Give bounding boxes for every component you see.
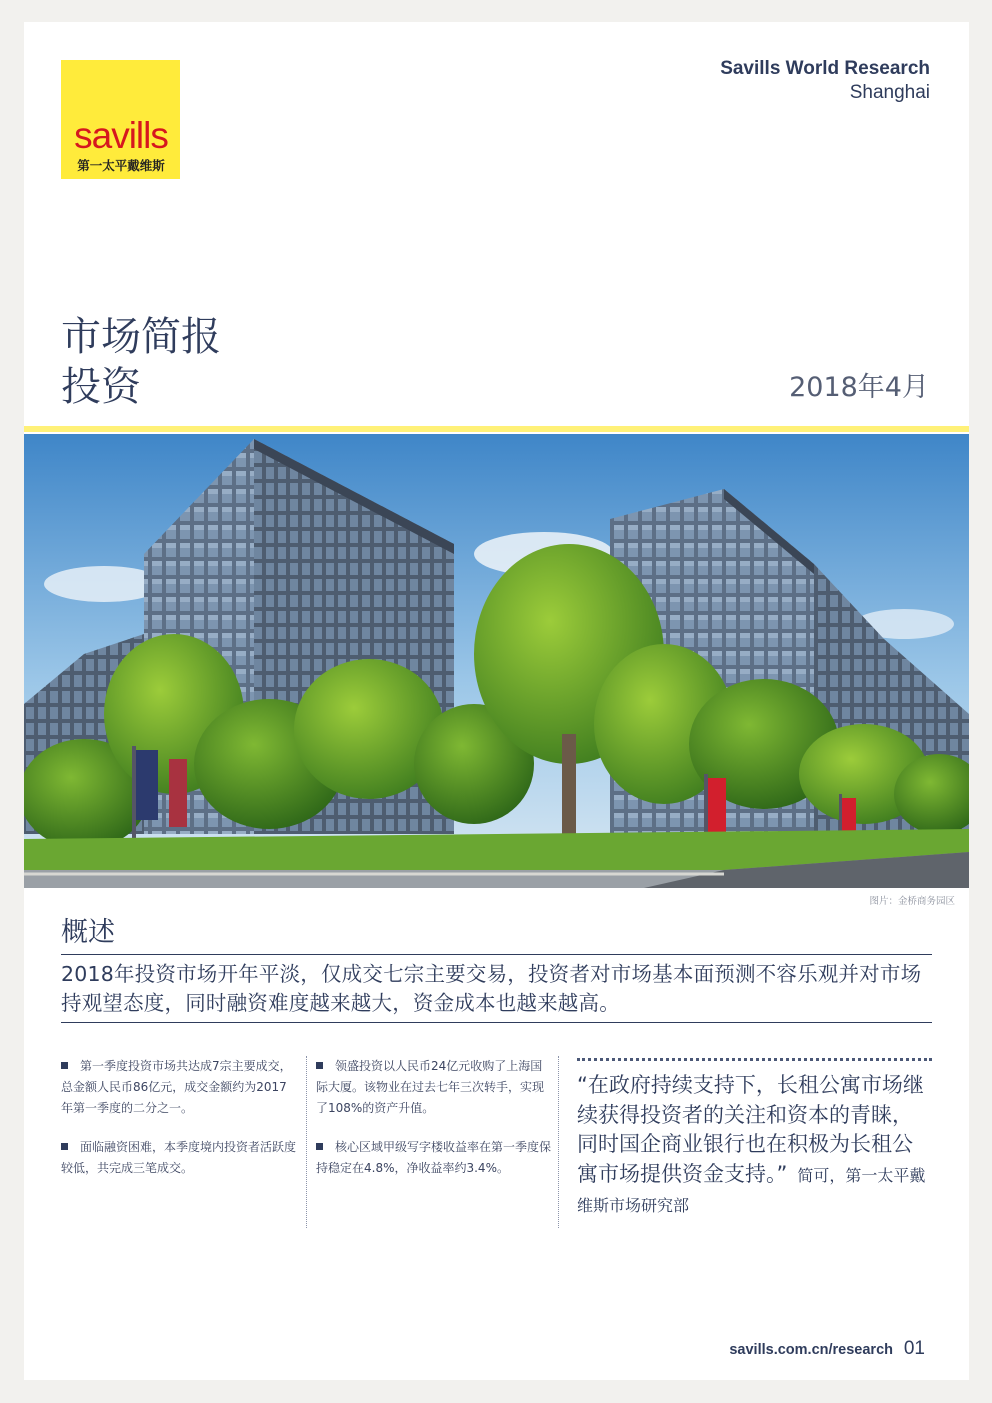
list-item: 面临融资困难，本季度境内投资者活跃度较低，共完成三笔成交。 [61, 1140, 297, 1175]
research-title: Savills World Research [720, 58, 930, 79]
logo-wordmark: savills [74, 115, 168, 156]
square-bullet-icon [316, 1143, 323, 1150]
list-item: 核心区域甲级写字楼收益率在第一季度保持稳定在4.8%，净收益率约3.4%。 [316, 1140, 552, 1175]
list-item: 第一季度投资市场共达成7宗主要成交，总金额人民币86亿元，成交金额约为2017年第一季度的二分之一。 [61, 1059, 292, 1115]
report-subtitle: 投资 [61, 364, 141, 410]
column-divider [558, 1056, 559, 1228]
pull-quote-body [577, 1071, 932, 1221]
report-page [24, 22, 969, 1380]
pull-quote-text: “在政府持续支持下，长租公寓市场继续获得投资者的关注和资本的青睐，同时国企商业银行也在积极为长租公寓市场提供资金支持。” [577, 1073, 924, 1186]
overview-top-rule [61, 954, 932, 955]
photo-credit: 图片：金桥商务园区 [869, 896, 955, 907]
square-bullet-icon [61, 1062, 68, 1069]
report-date: 2018年4月 [789, 372, 929, 403]
office-park-illustration [24, 434, 969, 888]
research-city: Shanghai [849, 82, 930, 103]
pull-quote [577, 1058, 932, 1221]
overview-lead: 2018年投资市场开年平淡，仅成交七宗主要交易，投资者对市场基本面预测不容乐观并对市场持观望态度，同时融资难度越来越大，资金成本也越来越高。 [61, 962, 922, 1015]
overview-heading: 概述 [61, 917, 115, 948]
report-title: 市场简报 [61, 314, 221, 360]
savills-logo [61, 60, 180, 179]
overview-bottom-rule [61, 1022, 932, 1023]
bullets-column-right [316, 1056, 551, 1197]
square-bullet-icon [316, 1062, 323, 1069]
page-number: 01 [903, 1338, 925, 1359]
footer-link[interactable]: savills.com.cn/research [729, 1342, 893, 1358]
bullets-column-left [61, 1056, 297, 1197]
logo-chinese-name: 第一太平戴维斯 [77, 158, 165, 173]
cover-photo [24, 434, 969, 888]
column-divider [306, 1056, 307, 1228]
yellow-divider [24, 426, 969, 432]
pull-quote-source: 简可，第一太平戴维斯市场研究部 [577, 1165, 926, 1215]
square-bullet-icon [61, 1143, 68, 1150]
list-item: 领盛投资以人民币24亿元收购了上海国际大厦。该物业在过去七年三次转手，实现了108%的资产升值。 [316, 1059, 545, 1115]
